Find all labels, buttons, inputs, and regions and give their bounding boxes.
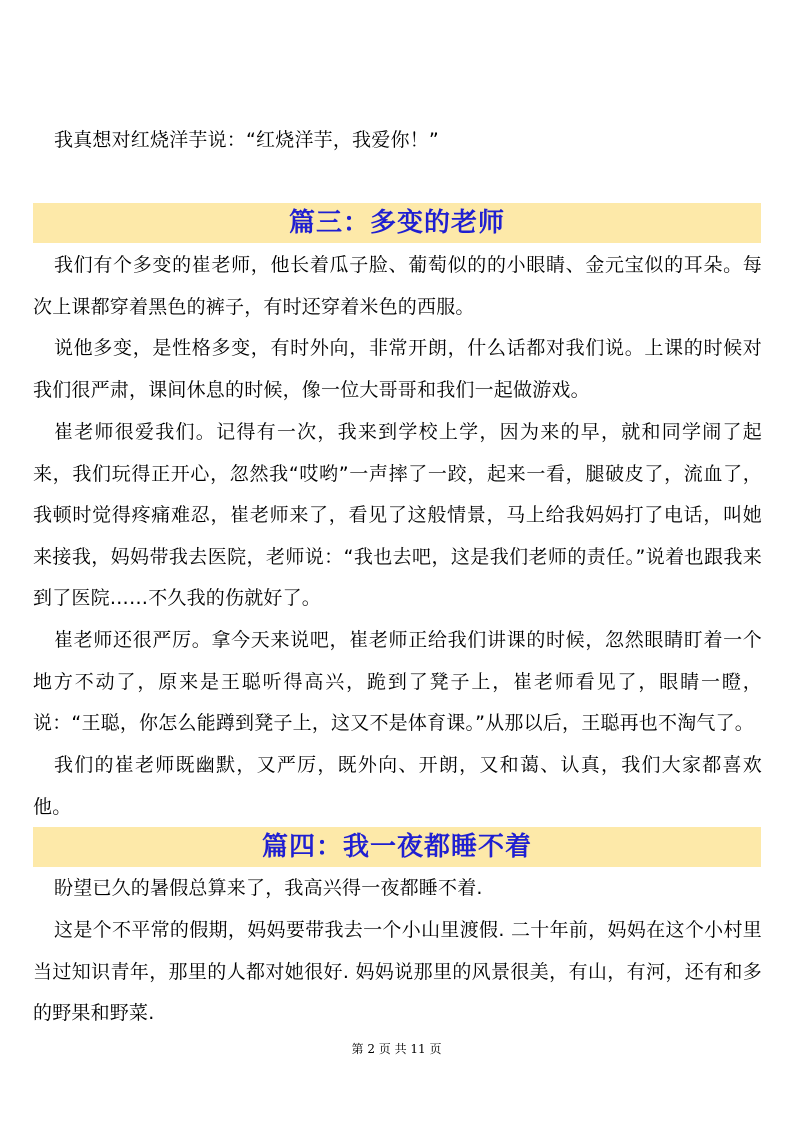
section4-paragraph-1: 盼望已久的暑假总算来了，我高兴得一夜都睡不着. (54, 877, 483, 899)
section4-heading-band (33, 827, 761, 867)
section3-heading-band (33, 203, 761, 243)
intro-closing-line: 我真想对红烧洋芋说：“红烧洋芋，我爱你！” (54, 129, 439, 151)
section3-heading: 篇三：多变的老师 (288, 208, 505, 238)
section3-paragraph-2: 说他多变，是性格多变，有时外向，非常开朗，什么话都对我们说。上课的时候对我们很严肃，课间休息的时候，像一位大哥哥和我们一起做游戏。 (33, 337, 762, 401)
section3-paragraph-1: 我们有个多变的崔老师，他长着瓜子脸、葡萄似的的小眼睛、金元宝似的耳朵。每次上课都穿着黑色的裤子，有时还穿着米色的西服。 (33, 254, 762, 318)
section4-heading: 篇四：我一夜都睡不着 (261, 832, 532, 862)
section3-paragraph-3: 崔老师很爱我们。记得有一次，我来到学校上学，因为来的早，就和同学闹了起来，我们玩得正开心，忽然我“哎哟”一声摔了一跤，起来一看，腿破皮了，流血了，我顿时觉得疼痛难忍，崔老师来了，看见了这般情景，马上给我妈妈打了电话，叫她来接我，妈妈带我去医院，老师说：“我也去吧，这是我们老师的责任。”说着也跟我来到了医院……不久我的伤就好了。 (33, 421, 762, 609)
section3-paragraph-5: 我们的崔老师既幽默，又严厉，既外向、开朗，又和蔼、认真，我们大家都喜欢他。 (33, 754, 762, 818)
section4-paragraph-2: 这是个不平常的假期，妈妈要带我去一个小山里渡假. 二十年前，妈妈在这个小村里当过知识青年，那里的人都对她很好. 妈妈说那里的风景很美，有山，有河，还有和多的野果和野菜. (33, 919, 762, 1024)
page-number-footer: 第 2 页 共 11 页 (351, 1042, 442, 1056)
section3-paragraph-4: 崔老师还很严厉。拿今天来说吧，崔老师正给我们讲课的时候，忽然眼睛盯着一个地方不动了，原来是王聪听得高兴，跪到了凳子上，崔老师看见了，眼睛一瞪，说：“王聪，你怎么能蹲到凳子上，这又不是体育课。”从那以后，王聪再也不淘气了。 (33, 629, 762, 734)
